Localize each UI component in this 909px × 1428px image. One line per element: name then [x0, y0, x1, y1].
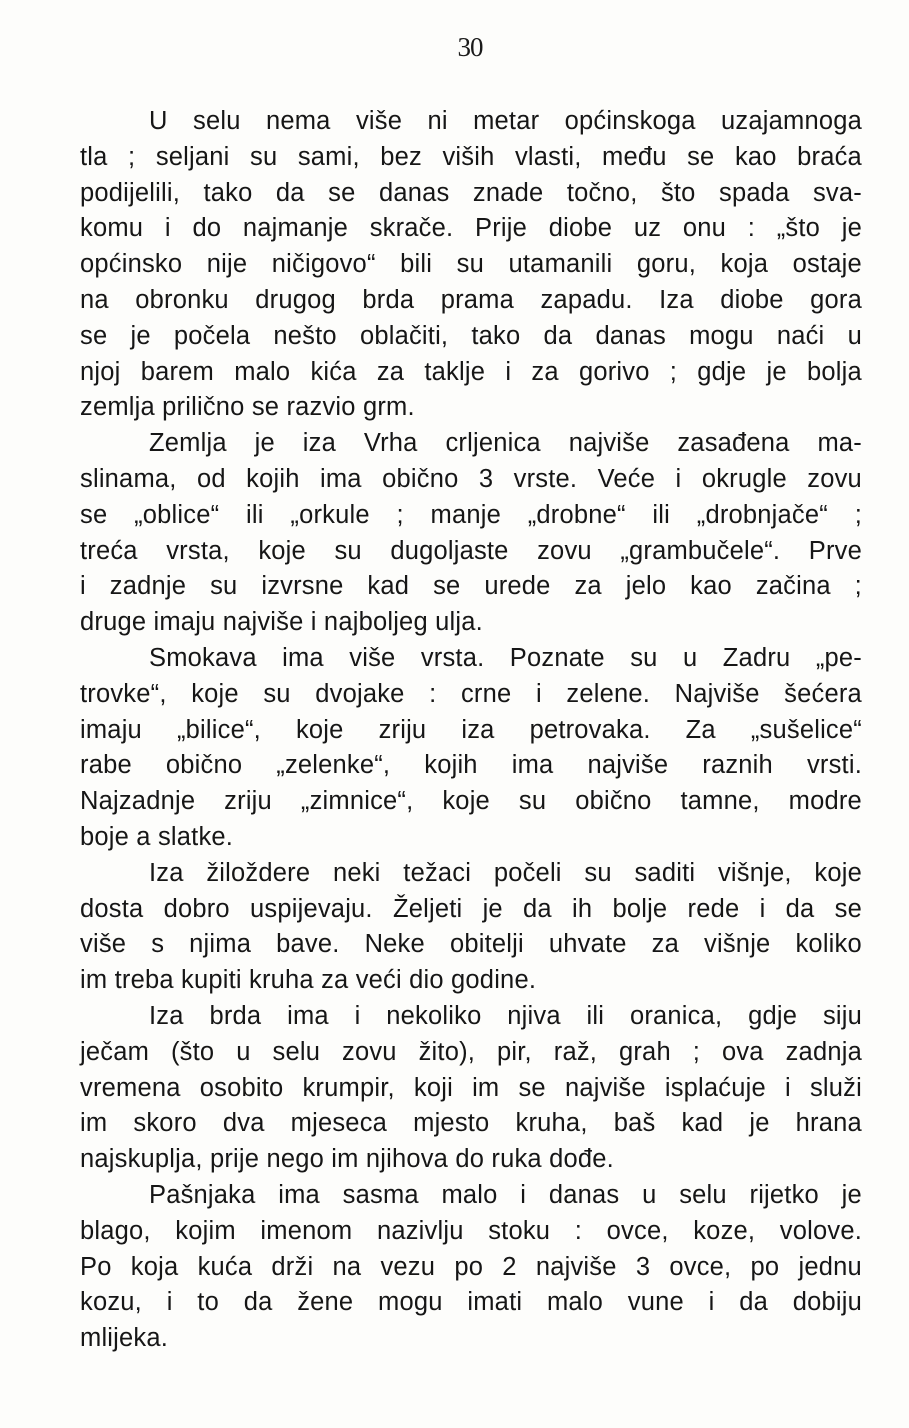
text-line: Iza brda ima i nekoliko njiva ili oranica, gdje siju — [149, 1001, 862, 1030]
text-line: boje a slatke. — [80, 822, 234, 851]
text-line: kozu, i to da žene mogu imati malo vune i da dobiju — [80, 1288, 862, 1317]
text-line: vremena osobito krumpir, koji im se najviše isplaćuje i služi — [80, 1073, 862, 1102]
text-line: najskuplja, prije nego im njihova do ruka dođe. — [80, 1145, 614, 1174]
text-line: općinsko nije ničigovo“ bili su utamanili goru, koja ostaje — [80, 250, 862, 279]
text-line: Najzadnje zriju „zimnice“, koje su obično tamne, modre — [80, 787, 862, 816]
text-line: ječam (što u selu zovu žito), pir, raž, grah ; ova zadnja — [80, 1037, 862, 1066]
body-text — [80, 104, 862, 1357]
text-line: i zadnje su izvrsne kad se urede za jelo kao začina ; — [80, 572, 862, 601]
text-line: trovke“, koje su dvojake : crne i zelene. Najviše šećera — [80, 679, 862, 708]
text-line: im treba kupiti kruha za veći dio godine. — [80, 966, 537, 995]
text-line: podijelili, tako da se danas znade točno, što spada sva- — [80, 178, 862, 207]
text-line: tla ; seljani su sami, bez viših vlasti, među se kao braća — [80, 142, 862, 171]
text-line: se je počela nešto oblačiti, tako da danas mogu naći u — [80, 321, 862, 350]
text-line: imaju „bilice“, koje zriju iza petrovaka. Za „sušelice“ — [80, 715, 862, 744]
text-line: Iza žiloždere neki težaci počeli su saditi višnje, koje — [149, 858, 862, 887]
text-line: rabe obično „zelenke“, kojih ima najviše raznih vrsti. — [80, 751, 862, 780]
text-line: blago, kojim imenom nazivlju stoku : ovce, koze, volove. — [80, 1216, 862, 1245]
text-line: dosta dobro uspijevaju. Željeti je da ih bolje rede i da se — [80, 894, 862, 923]
text-line: više s njima bave. Neke obitelji uhvate za višnje koliko — [80, 930, 862, 959]
text-line: zemlja prilično se razvio grm. — [80, 393, 415, 422]
text-line: mlijeka. — [80, 1324, 169, 1353]
text-line: slinama, od kojih ima obično 3 vrste. Veće i okrugle zovu — [80, 464, 862, 493]
text-line: Zemlja je iza Vrha crljenica najviše zasađena ma- — [149, 429, 862, 458]
page-number: 30 — [457, 32, 483, 62]
text-line: treća vrsta, koje su dugoljaste zovu „grambučele“. Prve — [80, 536, 862, 565]
text-line: se „oblice“ ili „orkule ; manje „drobne“ ili „drobnjače“ ; — [80, 500, 862, 529]
text-line: U selu nema više ni metar općinskoga uzajamnoga — [149, 107, 862, 135]
text-line: Smokava ima više vrsta. Poznate su u Zadru „pe- — [149, 643, 862, 672]
text-line: Po koja kuća drži na vezu po 2 najviše 3 ovce, po jednu — [80, 1252, 862, 1281]
text-line: komu i do najmanje skrače. Prije diobe uz onu : „što je — [80, 214, 862, 243]
text-line: Pašnjaka ima sasma malo i danas u selu rijetko je — [149, 1180, 862, 1209]
text-line: njoj barem malo kića za taklje i za gorivo ; gdje je bolja — [80, 357, 862, 386]
text-line: na obronku drugog brda prama zapadu. Iza diobe gora — [80, 285, 862, 314]
text-line: druge imaju najviše i najboljeg ulja. — [80, 608, 483, 637]
text-line: im skoro dva mjeseca mjesto kruha, baš kad je hrana — [80, 1109, 862, 1138]
